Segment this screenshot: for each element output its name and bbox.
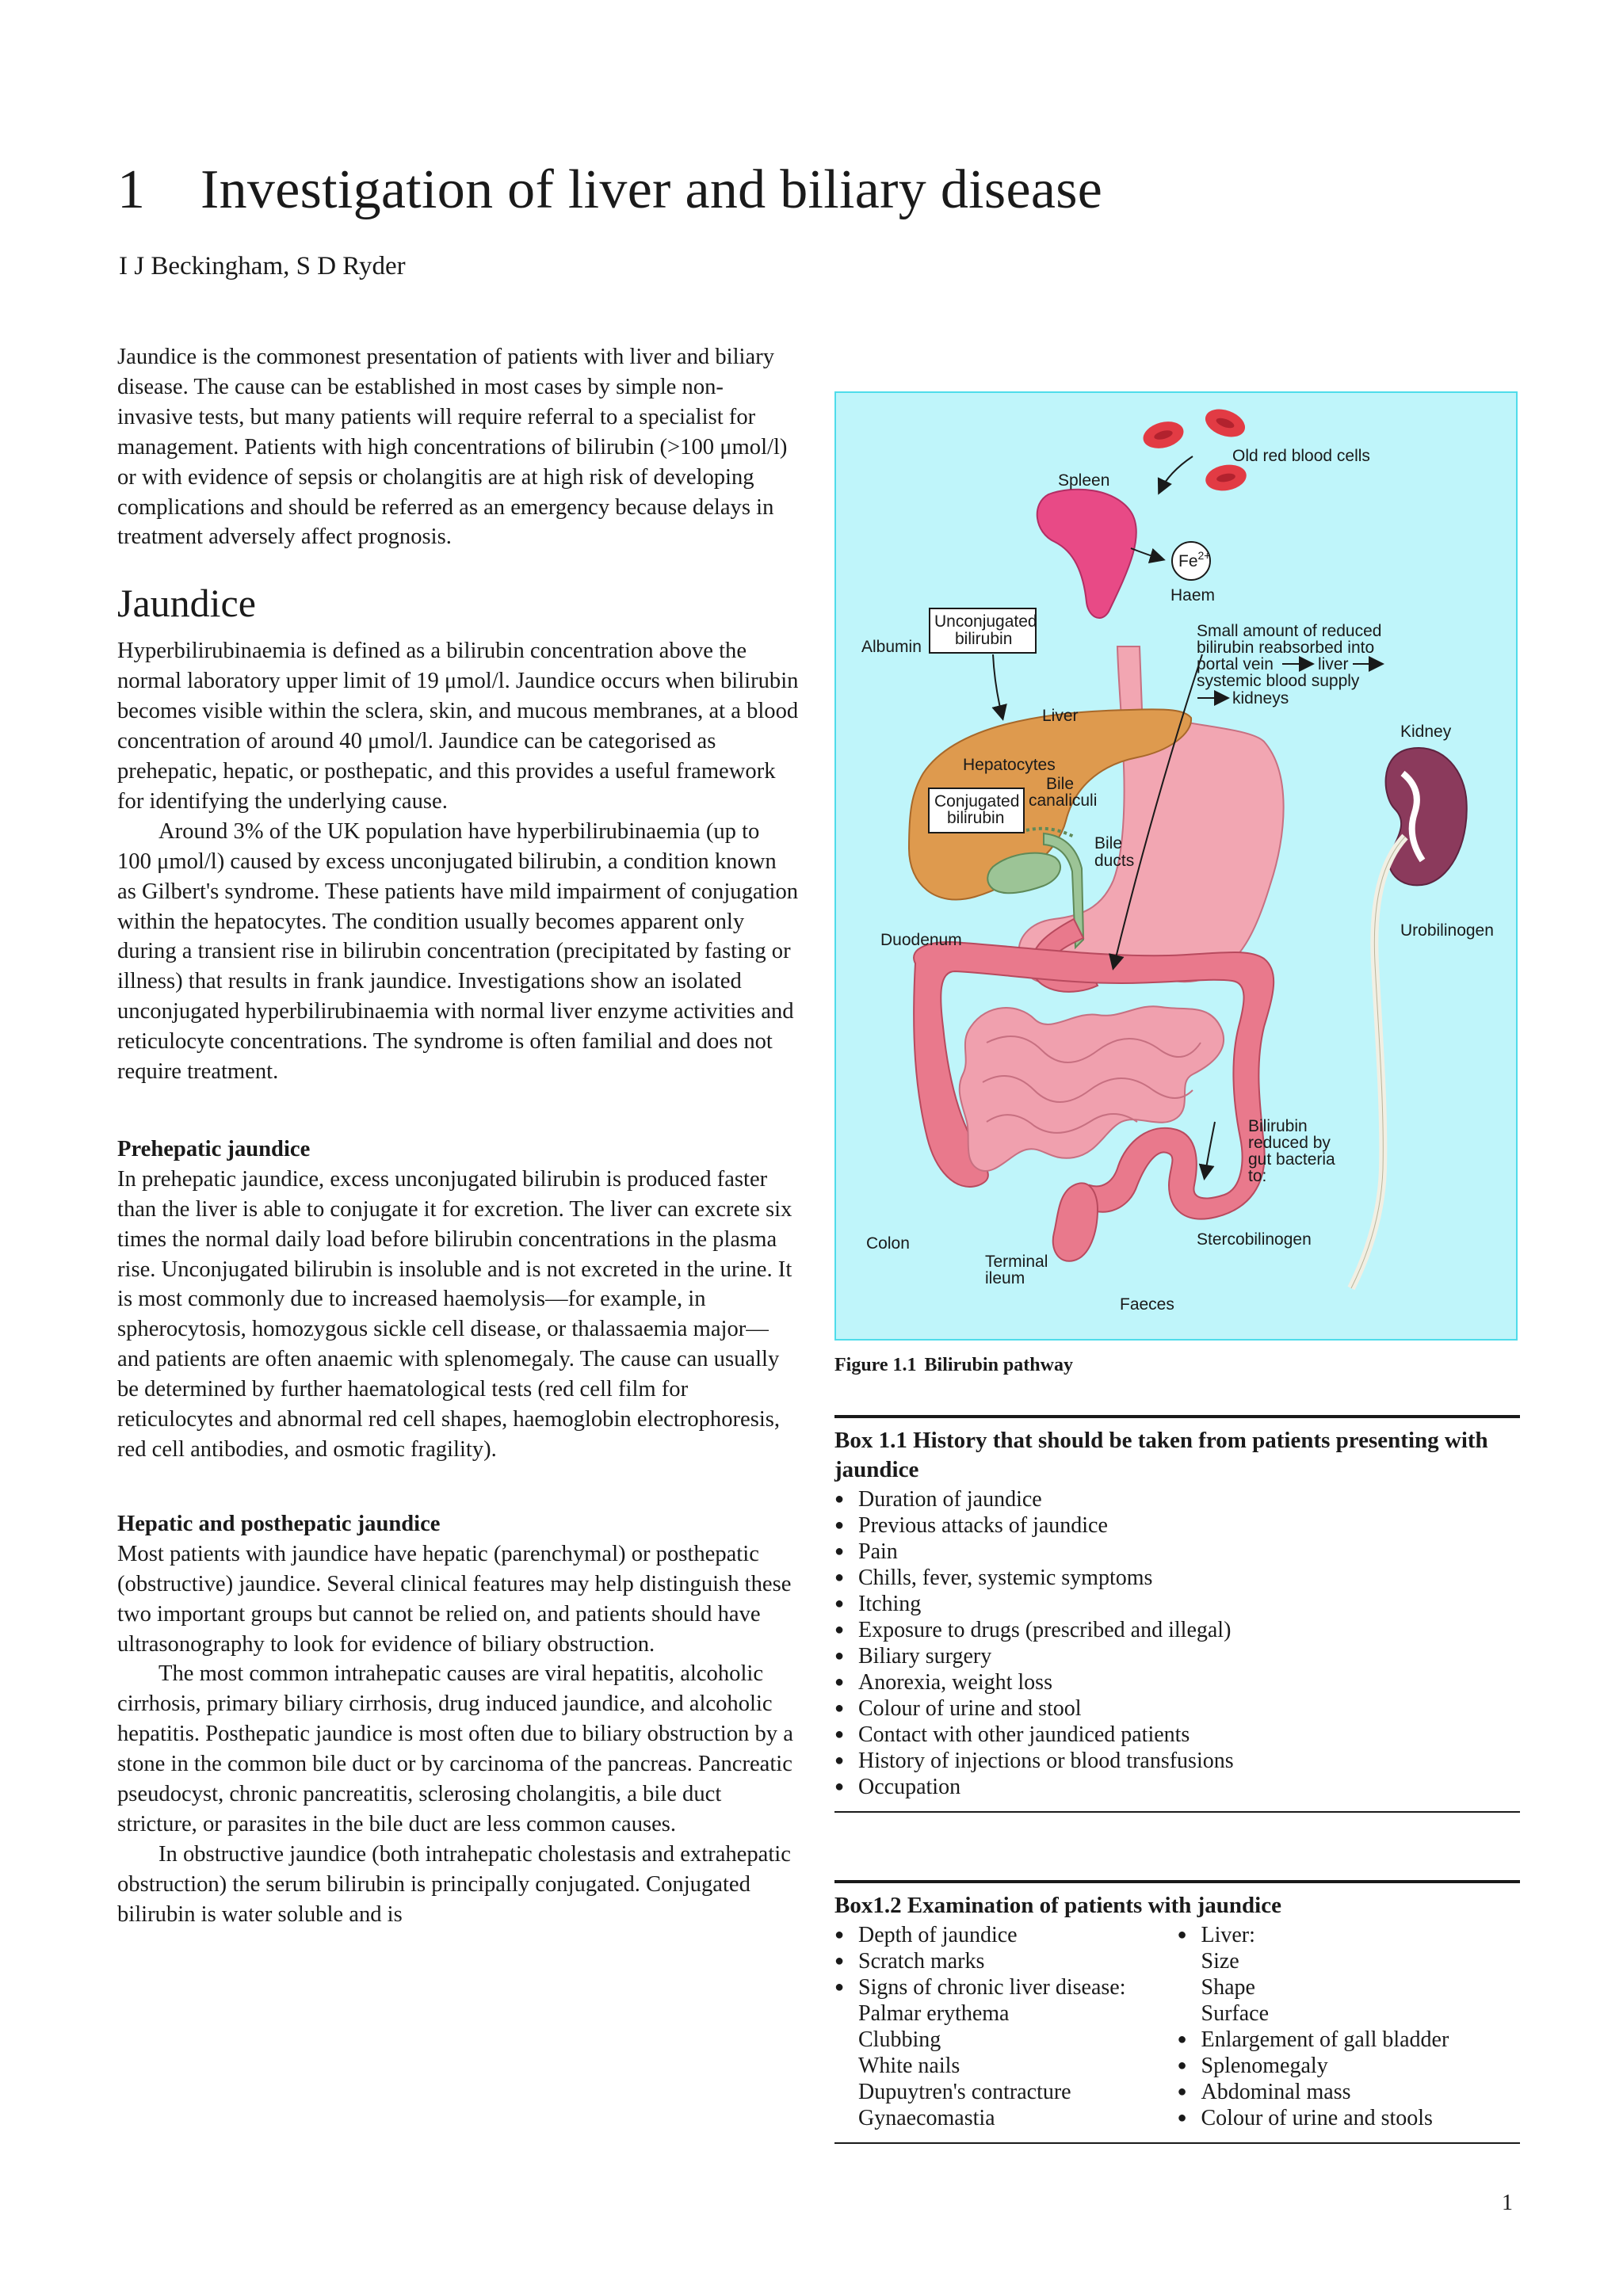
- list-item: Shape: [1201, 1975, 1255, 2000]
- list-item: Surface: [1201, 2001, 1270, 2026]
- box-history: [834, 1415, 1520, 1813]
- label-reabsorbed-1: Small amount of reduced: [1197, 622, 1382, 640]
- label-stercobilinogen: Stercobilinogen: [1197, 1230, 1312, 1249]
- label-old-red-blood-cells: Old red blood cells: [1232, 447, 1370, 465]
- label-terminal-ileum-2: ileum: [985, 1269, 1025, 1287]
- box-history-title: Box 1.1 History that should be taken from patients presenting with jaundice: [834, 1428, 1488, 1482]
- list-item: ● Exposure to drugs (prescribed and illegal): [834, 1617, 1520, 1643]
- box-examination: [834, 1880, 1520, 2144]
- label-conjugated-1: Conjugated: [934, 792, 1020, 810]
- list-item: Size: [1201, 1949, 1239, 1974]
- list-item: Clubbing: [858, 2027, 941, 2052]
- hepatic-paragraph-1: Most patients with jaundice have hepatic (parenchymal) or posthepatic (obstructive) jaundice. Several clinical features may help distinguish these two important groups but cannot be relied on, and patients should have ultrasonography to look for evidence of biliary obstruction.: [117, 1541, 792, 1657]
- label-bile-canaliculi-1: Bile: [1046, 775, 1075, 793]
- list-item: ● Colour of urine and stool: [834, 1695, 1520, 1722]
- list-item: ● Contact with other jaundiced patients: [834, 1722, 1520, 1748]
- list-item: ● Signs of chronic liver disease:: [834, 1974, 1178, 2000]
- box-examination-columns: [834, 1922, 1520, 2131]
- heading-prehepatic: Prehepatic jaundice: [117, 1136, 311, 1161]
- label-bile-ducts-2: ducts: [1094, 852, 1135, 870]
- jaundice-paragraph-2: Around 3% of the UK population have hyperbilirubinaemia (up to 100 μmol/l) caused by excess unconjugated bilirubin, a condition known as Gilbert's syndrome. These patients have mild impairment of conjugation within the hepatocytes. The condition usually becomes apparent only during a transient rise in bilirubin concentration (precipitated by fasting or illness) that results in frank jaundice. Investigations show an isolated unconjugated hyperbilirubinaemia with normal liver enzyme activities and reticulocyte concentrations. The syndrome is often familial and does not require treatment.: [117, 818, 799, 1085]
- label-kidney: Kidney: [1400, 723, 1452, 741]
- list-item: ● Biliary surgery: [834, 1643, 1520, 1669]
- bilirubin-pathway-diagram: [836, 393, 1518, 1341]
- kidney-icon: [1386, 748, 1467, 885]
- ureter-icon: [1351, 837, 1405, 1288]
- prehepatic-paragraph: In prehepatic jaundice, excess unconjugated bilirubin is produced faster than the liver is able to conjugate it for excretion. The liver can excrete six times the normal daily load before bilirubin concentrations in the plasma rise. Unconjugated bilirubin is insoluble and is not excreted in the urine. It is most commonly due to increased haemolysis—for example, in spherocytosis, homozygous sickle cell disease, or thalassaemia major—and patients are often anaemic with splenomegaly. The cause can usually be determined by further haematological tests (red cell film for reticulocytes and abnormal red cell shapes, haemoglobin electrophoresis, red cell antibodies, and osmotic fragility).: [117, 1166, 792, 1462]
- chapter-title: [117, 158, 1102, 222]
- list-item: ● History of injections or blood transfusions: [834, 1748, 1520, 1774]
- intro-paragraph: Jaundice is the commonest presentation of patients with liver and biliary disease. The cause can be established in most cases by simple non-invasive tests, but many patients will require referral to a specialist for management. Patients with high concentrations of bilirubin (>100 μmol/l) or with evidence of sepsis or cholangitis are at high risk of developing complications and should be referred as an emergency because delays in treatment adversely affect prognosis.: [117, 345, 788, 550]
- label-conjugated-2: bilirubin: [947, 809, 1005, 827]
- label-unconjugated-1: Unconjugated: [934, 612, 1037, 631]
- label-bile-canaliculi-2: canaliculi: [1029, 791, 1098, 810]
- label-reabsorbed-2: bilirubin reabsorbed into: [1197, 639, 1375, 657]
- left-column: [117, 342, 799, 1930]
- label-spleen: Spleen: [1058, 471, 1110, 490]
- figure-caption-text: Bilirubin pathway: [924, 1355, 1073, 1375]
- spleen-icon: [1037, 490, 1136, 618]
- figure-bilirubin-pathway: [834, 391, 1518, 1341]
- list-item: ● Itching: [834, 1591, 1520, 1617]
- label-duodenum: Duodenum: [880, 931, 962, 949]
- list-item: ● Occupation: [834, 1774, 1520, 1800]
- label-reabsorbed-3b: liver: [1318, 655, 1349, 673]
- label-bile-ducts-1: Bile: [1094, 834, 1123, 852]
- list-item: ● Colour of urine and stools: [1178, 2105, 1521, 2131]
- box-examination-list-right: [1178, 1922, 1521, 2131]
- list-item: ● Enlargement of gall bladder: [1178, 2027, 1521, 2053]
- label-gut-bacteria-1: Bilirubin: [1248, 1117, 1308, 1135]
- list-item: ● Splenomegaly: [1178, 2053, 1521, 2079]
- label-gut-bacteria-4: to:: [1248, 1167, 1267, 1185]
- heading-hepatic-posthepatic: Hepatic and posthepatic jaundice: [117, 1511, 441, 1536]
- figure-caption-label: Figure 1.1: [834, 1355, 917, 1375]
- hepatic-paragraph-2: The most common intrahepatic causes are viral hepatitis, alcoholic cirrhosis, primary biliary cirrhosis, drug induced jaundice, and alcoholic hepatitis. Posthepatic jaundice is most often due to biliary obstruction by a stone in the common bile duct or by carcinoma of the pancreas. Pancreatic pseudocyst, chronic pancreatitis, sclerosing cholangitis, a bile duct stricture, or parasites in the bile duct are less common causes.: [117, 1661, 793, 1836]
- label-colon: Colon: [866, 1234, 910, 1253]
- box-examination-list-left: [834, 1922, 1178, 2131]
- label-gut-bacteria-3: gut bacteria: [1248, 1150, 1335, 1169]
- label-liver: Liver: [1042, 707, 1079, 725]
- label-faeces: Faeces: [1120, 1295, 1174, 1314]
- list-item: ● Chills, fever, systemic symptoms: [834, 1565, 1520, 1591]
- label-fe-superscript: 2+: [1197, 549, 1211, 562]
- label-urobilinogen: Urobilinogen: [1400, 921, 1494, 940]
- box-examination-title: Box1.2 Examination of patients with jaundice: [834, 1893, 1281, 1918]
- list-item: ● Abdominal mass: [1178, 2079, 1521, 2105]
- label-terminal-ileum-1: Terminal: [985, 1253, 1048, 1271]
- list-item: Palmar erythema: [858, 2001, 1010, 2026]
- chapter-number: 1: [117, 159, 146, 220]
- list-item: Gynaecomastia: [858, 2106, 995, 2130]
- label-reabsorbed-5: kidneys: [1232, 689, 1289, 707]
- list-item: ● Previous attacks of jaundice: [834, 1512, 1520, 1539]
- label-albumin: Albumin: [861, 638, 922, 656]
- list-item: ● Scratch marks: [834, 1948, 1178, 1974]
- label-gut-bacteria-2: reduced by: [1248, 1134, 1331, 1152]
- authors: I J Beckingham, S D Ryder: [119, 252, 406, 280]
- label-fe-text: Fe: [1178, 552, 1198, 570]
- jaundice-paragraph-1: Hyperbilirubinaemia is defined as a bilirubin concentration above the normal laboratory upper limit of 19 μmol/l. Jaundice occurs when bilirubin becomes visible within the sclera, skin, and mucous membranes, at a blood concentration of around 40 μmol/l. Jaundice can be categorised as prehepatic, hepatic, or posthepatic, and this provides a useful framework for identifying the underlying cause.: [117, 639, 799, 814]
- list-item: White nails: [858, 2054, 960, 2078]
- label-reabsorbed-4: systemic blood supply: [1197, 672, 1360, 690]
- list-item: ● Duration of jaundice: [834, 1486, 1520, 1512]
- heading-jaundice: Jaundice: [117, 581, 256, 626]
- rectum-icon: [1053, 1183, 1098, 1261]
- hepatic-paragraph-3: In obstructive jaundice (both intrahepatic cholestasis and extrahepatic obstruction) the serum bilirubin is principally conjugated. Conjugated bilirubin is water soluble and is: [117, 1841, 791, 1927]
- label-hepatocytes: Hepatocytes: [963, 756, 1056, 774]
- label-reabsorbed-3a: portal vein: [1197, 655, 1274, 673]
- list-item: ● Pain: [834, 1539, 1520, 1565]
- label-haem: Haem: [1170, 586, 1216, 605]
- page-number: 1: [1502, 2191, 1513, 2215]
- list-item: ● Depth of jaundice: [834, 1922, 1178, 1948]
- list-item: Dupuytren's contracture: [858, 2080, 1071, 2104]
- label-unconjugated-2: bilirubin: [955, 630, 1013, 648]
- list-item: ● Anorexia, weight loss: [834, 1669, 1520, 1695]
- chapter-title-text: Investigation of liver and biliary disease: [200, 159, 1103, 220]
- list-item: ● Liver:: [1178, 1922, 1521, 1948]
- box-history-list: [834, 1486, 1520, 1800]
- figure-caption: [834, 1355, 1081, 1376]
